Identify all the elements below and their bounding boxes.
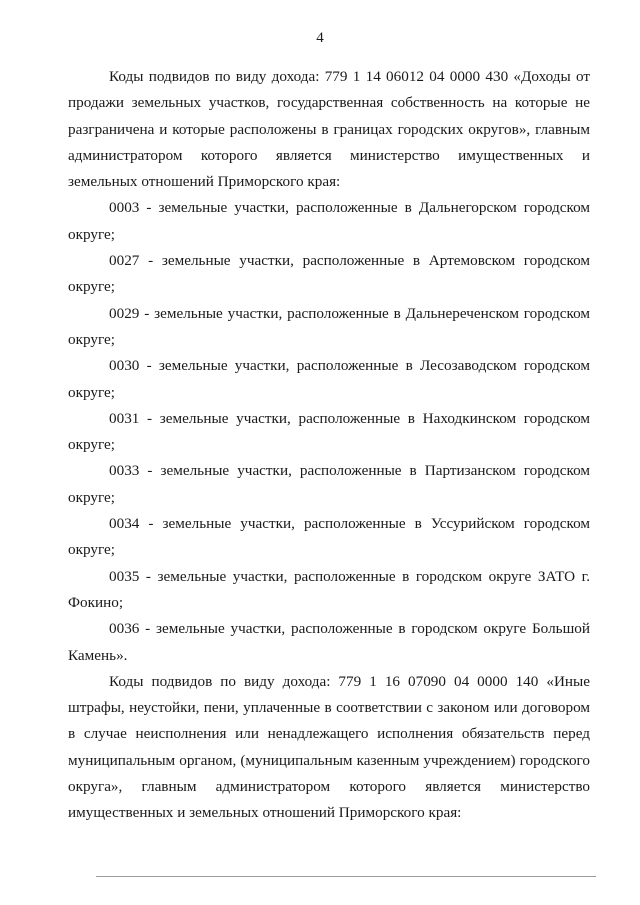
list-item-0030: 0030 - земельные участки, расположенные в Лесозаводском городском округе; [68, 357, 590, 401]
page-number: 4 [316, 30, 324, 46]
list-item-0027: 0027 - земельные участки, расположенные в Артемовском городском округе; [68, 252, 590, 296]
list-item-0033: 0033 - земельные участки, расположенные в Партизанском городском округе; [68, 462, 590, 506]
list-item-0029: 0029 - земельные участки, расположенные в Дальнереченском городском округе; [68, 304, 590, 348]
paragraph-penalty-codes-intro: Коды подвидов по виду дохода: 779 1 16 07090 04 0000 140 «Иные штрафы, неустойки, пени, уплаченные в соответствии с законом или договором в случае неисполнения или ненадлежащего исполнения обязательств перед муниципальным органом, (муниципальным казенным учреждением) городского округа», главным администратором которого является министерство имущественных и земельных отношений Приморского края: [68, 672, 590, 822]
paragraph-land-sale-codes-intro: Коды подвидов по виду дохода: 779 1 14 06012 04 0000 430 «Доходы от продажи земельных участков, государственная собственность на которые не разграничена и которые расположены в границах городских округов», главным администратором которого является министерство имущественных и земельных отношений Приморского края: [68, 68, 590, 191]
document-body [68, 64, 590, 827]
footer-divider [96, 876, 596, 877]
list-item-0003: 0003 - земельные участки, расположенные в Дальнегорском городском округе; [68, 199, 590, 243]
list-item-0031: 0031 - земельные участки, расположенные в Находкинском городском округе; [68, 409, 590, 454]
list-item-0036: 0036 - земельные участки, расположенные в городском округе Большой Камень». [68, 620, 590, 664]
list-item-0034: 0034 - земельные участки, расположенные в Уссурийском городском округе; [68, 515, 590, 559]
list-item-0035: 0035 - земельные участки, расположенные в городском округе ЗАТО г. Фокино; [68, 567, 590, 611]
